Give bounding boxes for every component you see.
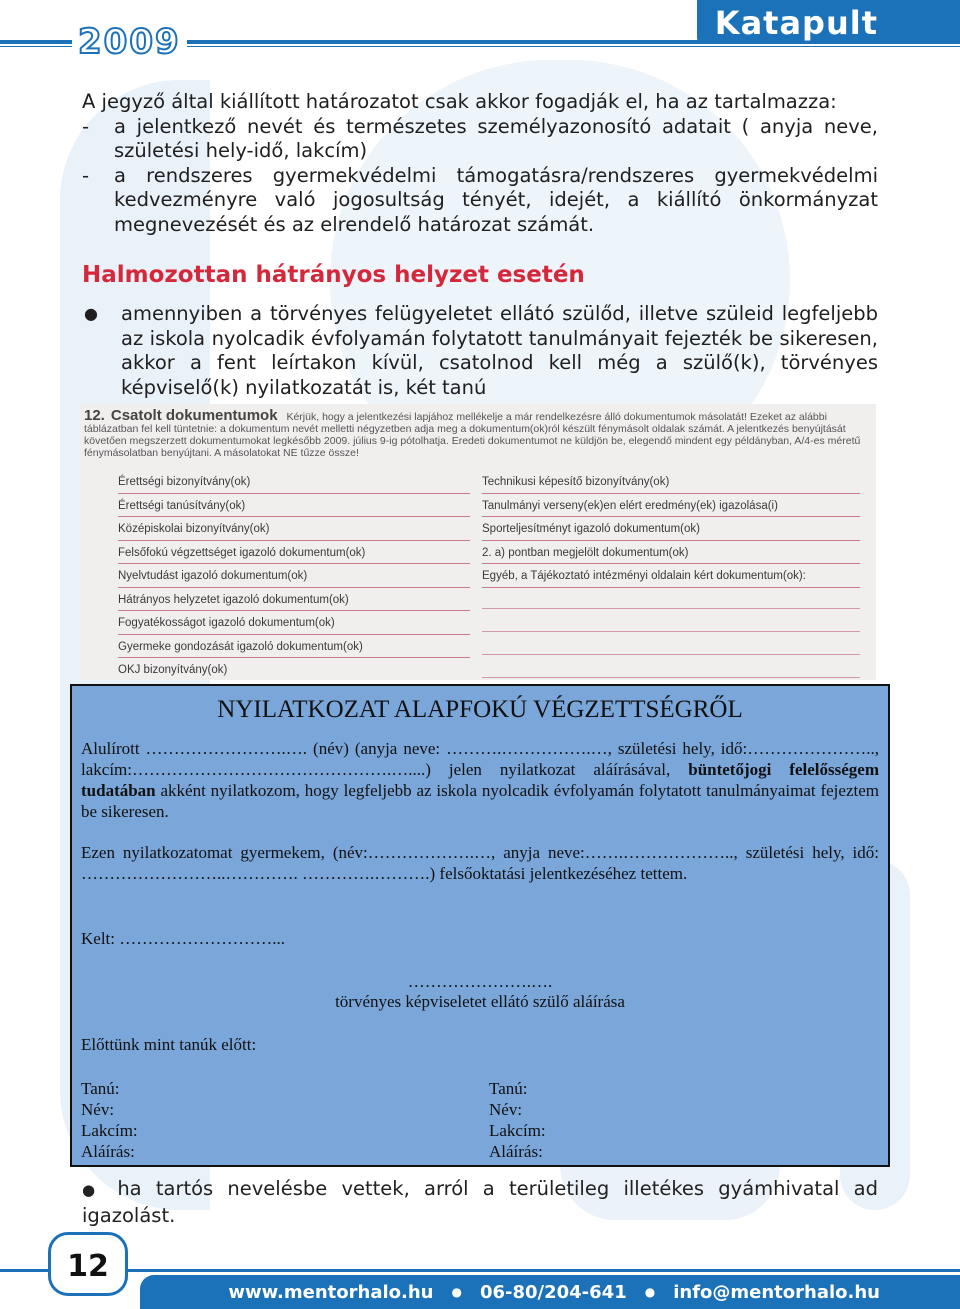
witness-field: Aláírás: bbox=[81, 1142, 135, 1161]
witness-field: Név: bbox=[489, 1100, 523, 1119]
scan-row: Technikusi képesítő bizonyítvány(ok) bbox=[482, 470, 860, 494]
separator-dot-icon: ● bbox=[644, 1285, 656, 1299]
scan-row: Nyelvtudást igazoló dokumentum(ok) bbox=[118, 564, 470, 588]
section-bullet bbox=[82, 302, 878, 400]
page-number: 12 bbox=[48, 1232, 128, 1296]
scan-row: Érettségi tanúsítvány(ok) bbox=[118, 494, 470, 518]
footer-rule bbox=[0, 1269, 960, 1272]
scan-row: 2. a) pontban megjelölt dokumentum(ok) bbox=[482, 541, 860, 565]
witness-field: Aláírás: bbox=[489, 1142, 543, 1161]
declaration-box bbox=[70, 684, 890, 1167]
scan-title: Csatolt dokumentumok bbox=[110, 407, 278, 424]
list-item-text: a rendszeres gyermekvédelmi támogatásra/rendszeres gyermekvédelmi kedvezményre való jogosultság tényét, idejét, a kiállító önkormányzat megnevezését és az elrendelő határozat számát. bbox=[114, 163, 878, 236]
scan-row: Gyermeke gondozását igazoló dokumentum(ok) bbox=[118, 635, 470, 659]
separator-dot-icon: ● bbox=[451, 1285, 462, 1299]
scanned-form-image bbox=[80, 404, 876, 680]
footer-email-link[interactable]: info@mentorhalo.hu bbox=[673, 1281, 880, 1303]
witness-field: Tanú: bbox=[489, 1079, 528, 1098]
page-header bbox=[0, 0, 960, 62]
scan-left-column bbox=[118, 470, 470, 680]
intro-block bbox=[82, 90, 878, 237]
footer-bar bbox=[140, 1275, 960, 1309]
declaration-paragraph bbox=[81, 738, 879, 822]
intro-lead: A jegyző által kiállított határozatot csak akkor fogadják el, ha az tartalmazza: bbox=[82, 90, 837, 113]
scan-right-column bbox=[482, 470, 860, 588]
witnesses-intro: Előttünk mint tanúk előtt: bbox=[81, 1035, 257, 1054]
header-year: 2009 bbox=[72, 22, 187, 62]
scan-intro: Kérjük, hogy a jelentkezési lapjához mellékelje a már rendelkezésre álló dokumentumok másolatát! Ezeket az alábbi táblázatban fel kell tüntetnie: a dokumentum nevét melletti négyzetben adja meg a dokumentum(ok)ról készült fénymásolt oldalak számát. A jelentkezés benyújtását követően megszerzett dokumentumokat legkésőbb 2009. július 9-ig pótolhatja. Eredeti dokumentumot ne küldjön be, elegendő mindent egy példányban, A/4-es méretű fénymásolatban benyújtani. A másolatokat NE tűzze össze! bbox=[84, 411, 861, 459]
declaration-text: Alulírott …………………….…. (név) (anyja neve: ……….…………….…, születési hely, idő:………………….., lakcím:……………………………………….…....) jelen nyilatkozat aláírásával, bbox=[81, 739, 879, 779]
bullet-icon: ● bbox=[84, 304, 98, 323]
scan-header bbox=[84, 407, 870, 459]
bullet-icon: ● bbox=[82, 1181, 104, 1199]
scan-row: Hátrányos helyzetet igazoló dokumentum(ok) bbox=[118, 588, 470, 612]
witness-field: Tanú: bbox=[81, 1079, 120, 1098]
witness-block bbox=[81, 1078, 138, 1162]
declaration-date: Kelt: ………………………... bbox=[81, 929, 285, 948]
footer-phone: 06-80/204-641 bbox=[479, 1281, 627, 1303]
scan-number: 12. bbox=[84, 407, 105, 424]
footer-website-link[interactable]: www.mentorhalo.hu bbox=[228, 1281, 434, 1303]
list-item bbox=[82, 164, 878, 238]
declaration-paragraph: Ezen nyilatkozatomat gyermekem, (név:……………….…, anyja neve:…….……………….., születési hely, idő: ……………………..…………. ………….……….) felsőoktatási jelentkezéséhez tettem. bbox=[81, 843, 879, 883]
dash-marker: - bbox=[82, 163, 90, 187]
scan-row: Érettségi bizonyítvány(ok) bbox=[118, 470, 470, 494]
section-title: Halmozottan hátrányos helyzet esetén bbox=[82, 262, 585, 288]
list-item bbox=[82, 302, 878, 400]
scan-row: OKJ bizonyítvány(ok) bbox=[118, 658, 470, 680]
scan-row: Egyéb, a Tájékoztató intézményi oldalain kért dokumentum(ok): bbox=[482, 564, 860, 588]
list-item-text: ha tartós nevelésbe vettek, arról a területileg illetékes gyámhivatal ad igazolást. bbox=[82, 1177, 878, 1227]
witness-block bbox=[489, 1078, 546, 1162]
signature-line: ………………….…. bbox=[407, 972, 553, 991]
scan-row: Tanulmányi verseny(ek)en elért eredmény(ek) igazolása(i) bbox=[482, 494, 860, 518]
header-brand: Katapult bbox=[697, 0, 960, 42]
scan-blank-lines bbox=[482, 586, 860, 678]
bottom-bullet bbox=[82, 1176, 878, 1228]
scan-row: Fogyatékosságot igazoló dokumentum(ok) bbox=[118, 611, 470, 635]
witness-field: Lakcím: bbox=[489, 1121, 546, 1140]
scan-row: Felsőfokú végzettséget igazoló dokumentum(ok) bbox=[118, 541, 470, 565]
list-item-text: a jelentkező nevét és természetes személyazonosító adatait ( anyja neve, születési hely-idő, lakcím) bbox=[114, 114, 878, 162]
declaration-title: NYILATKOZAT ALAPFOKÚ VÉGZETTSÉGRŐL bbox=[217, 696, 743, 723]
signature-label: törvényes képviseletet ellátó szülő aláírása bbox=[335, 992, 625, 1011]
list-item-text: amennyiben a törvényes felügyeletet ellátó szülőd, illetve szüleid legfeljebb az iskola nyolcadik évfolyamán folytatott tanulmányait fejezték be sikeresen, akkor a fent leírtakon kívül, csatolnod kell még a szülő(k), törvényes képviselő(k) nyilatkozatát is, két tanú bbox=[121, 302, 878, 399]
declaration-emphasis: büntetőjogi felelősségem tudatában bbox=[81, 760, 879, 800]
scan-row: Sporteljesítményt igazoló dokumentum(ok) bbox=[482, 517, 860, 541]
witness-field: Név: bbox=[81, 1100, 115, 1119]
scan-row: Középiskolai bizonyítvány(ok) bbox=[118, 517, 470, 541]
witness-field: Lakcím: bbox=[81, 1121, 138, 1140]
list-item bbox=[82, 115, 878, 164]
dash-marker: - bbox=[82, 114, 90, 138]
declaration-text: akként nyilatkozom, hogy legfeljebb az iskola nyolcadik évfolyamán folytatott tanulmányaimat fejeztem be sikeresen. bbox=[81, 781, 879, 821]
